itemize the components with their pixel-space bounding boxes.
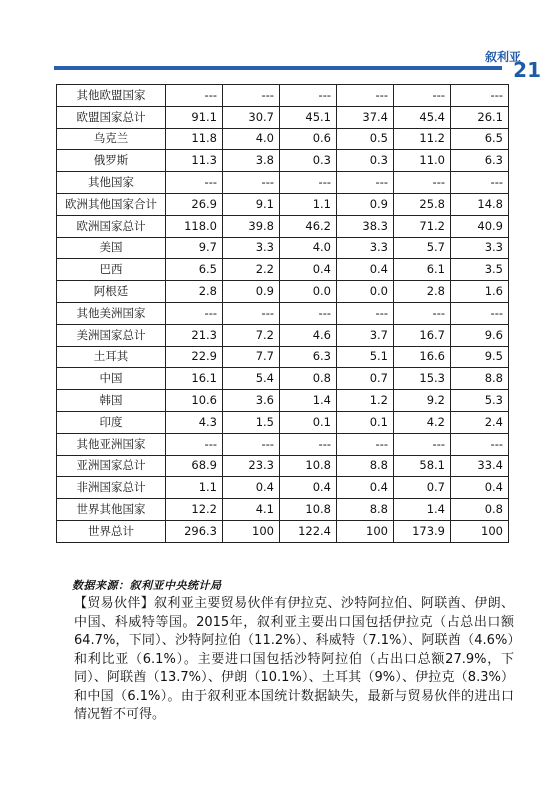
table-cell-value: --- xyxy=(451,172,509,194)
table-cell-value: 0.0 xyxy=(280,281,337,303)
table-cell-region: 阿根廷 xyxy=(57,281,166,303)
table-row xyxy=(57,477,509,499)
table-cell-value: 25.8 xyxy=(394,193,451,215)
table-cell-value: 0.1 xyxy=(280,411,337,433)
table-cell-region: 世界其他国家 xyxy=(57,499,166,521)
table-row xyxy=(57,259,509,281)
table-cell-value: 3.3 xyxy=(337,237,394,259)
table-cell-value: --- xyxy=(280,172,337,194)
table-cell-value: --- xyxy=(394,433,451,455)
table-cell-value: 9.2 xyxy=(394,390,451,412)
table-cell-value: 8.8 xyxy=(337,499,394,521)
table-cell-value: 10.8 xyxy=(280,455,337,477)
table-row xyxy=(57,106,509,128)
table-row xyxy=(57,324,509,346)
table-cell-value: 0.4 xyxy=(337,259,394,281)
table-cell-value: 46.2 xyxy=(280,215,337,237)
table-cell-value: 22.9 xyxy=(166,346,223,368)
table-row xyxy=(57,499,509,521)
table-cell-value: 23.3 xyxy=(223,455,280,477)
table-cell-value: 1.4 xyxy=(394,499,451,521)
table-cell-region: 印度 xyxy=(57,411,166,433)
table-cell-value: --- xyxy=(166,85,223,107)
table-cell-value: 6.5 xyxy=(451,128,509,150)
table-cell-value: 2.2 xyxy=(223,259,280,281)
table-cell-value: 26.9 xyxy=(166,193,223,215)
table-cell-value: 3.7 xyxy=(337,324,394,346)
table-row xyxy=(57,172,509,194)
table-cell-value: 68.9 xyxy=(166,455,223,477)
header-country-label: 叙利亚 xyxy=(484,50,521,64)
table-cell-value: 0.9 xyxy=(223,281,280,303)
table-cell-value: 0.4 xyxy=(223,477,280,499)
table-cell-value: 1.4 xyxy=(280,390,337,412)
table-row xyxy=(57,85,509,107)
table-cell-value: --- xyxy=(280,433,337,455)
table-cell-value: 1.6 xyxy=(451,281,509,303)
table-cell-region: 欧洲其他国家合计 xyxy=(57,193,166,215)
table-cell-value: 15.3 xyxy=(394,368,451,390)
table-cell-value: 3.8 xyxy=(223,150,280,172)
table-cell-region: 欧洲国家总计 xyxy=(57,215,166,237)
table-cell-region: 其他国家 xyxy=(57,172,166,194)
table-row xyxy=(57,346,509,368)
table-cell-value: 4.0 xyxy=(223,128,280,150)
table-cell-region: 其他美洲国家 xyxy=(57,302,166,324)
table-cell-value: 0.3 xyxy=(280,150,337,172)
table-cell-value: 9.6 xyxy=(451,324,509,346)
table-cell-value: 45.1 xyxy=(280,106,337,128)
table-row xyxy=(57,411,509,433)
table-cell-value: 45.4 xyxy=(394,106,451,128)
table-cell-value: 37.4 xyxy=(337,106,394,128)
table-cell-value: 11.2 xyxy=(394,128,451,150)
table-row xyxy=(57,368,509,390)
trade-partners-paragraph: 【贸易伙伴】叙利亚主要贸易伙伴有伊拉克、沙特阿拉伯、阿联酋、伊朗、中国、科威特等国。2015年，叙利亚主要出口国包括伊拉克（占总出口额64.7%，下同）、沙特阿拉伯（11.2%）、科威特（7.1%）、阿联酋（4.6%）和利比亚（6.1%）。主要进口国包括沙特阿拉伯（占出口总额27.9%，下同）、阿联酋（13.7%）、伊朗（10.1%）、土耳其（9%）、伊拉克（8.3%）和中国（6.1%）。由于叙利亚本国统计数据缺失，最新与贸易伙伴的进出口情况暂不可得。 xyxy=(74,596,514,722)
table-cell-region: 乌克兰 xyxy=(57,128,166,150)
table-cell-value: 9.7 xyxy=(166,237,223,259)
table-cell-value: 39.8 xyxy=(223,215,280,237)
table-cell-value: 21.3 xyxy=(166,324,223,346)
table-cell-value: 0.0 xyxy=(337,281,394,303)
table-cell-value: 6.5 xyxy=(166,259,223,281)
table-cell-value: 10.8 xyxy=(280,499,337,521)
table-cell-value: 11.8 xyxy=(166,128,223,150)
table-cell-value: --- xyxy=(394,302,451,324)
table-cell-region: 巴西 xyxy=(57,259,166,281)
table-cell-value: 0.5 xyxy=(337,128,394,150)
table-cell-value: 9.1 xyxy=(223,193,280,215)
table-cell-region: 美洲国家总计 xyxy=(57,324,166,346)
table-cell-value: 4.1 xyxy=(223,499,280,521)
table-cell-region: 俄罗斯 xyxy=(57,150,166,172)
table-cell-region: 亚洲国家总计 xyxy=(57,455,166,477)
table-cell-value: --- xyxy=(451,302,509,324)
table-cell-value: 71.2 xyxy=(394,215,451,237)
table-cell-value: 0.4 xyxy=(280,477,337,499)
table-cell-value: --- xyxy=(280,302,337,324)
table-cell-value: 296.3 xyxy=(166,520,223,542)
table-row xyxy=(57,390,509,412)
table-cell-value: 100 xyxy=(451,520,509,542)
table-row xyxy=(57,237,509,259)
table-cell-value: 14.8 xyxy=(451,193,509,215)
table-row xyxy=(57,128,509,150)
table-cell-value: 40.9 xyxy=(451,215,509,237)
table-cell-value: 6.1 xyxy=(394,259,451,281)
table-cell-value: 122.4 xyxy=(280,520,337,542)
source-note: 数据来源：叙利亚中央统计局 xyxy=(72,579,222,592)
table-cell-value: 0.6 xyxy=(280,128,337,150)
table-row xyxy=(57,281,509,303)
table-cell-value: --- xyxy=(394,172,451,194)
table-row xyxy=(57,215,509,237)
table-cell-value: 7.7 xyxy=(223,346,280,368)
table-cell-value: 16.1 xyxy=(166,368,223,390)
table-cell-value: --- xyxy=(223,172,280,194)
table-cell-value: 0.1 xyxy=(337,411,394,433)
table-row xyxy=(57,455,509,477)
table-cell-value: 100 xyxy=(337,520,394,542)
table-cell-value: --- xyxy=(223,302,280,324)
table-cell-value: 0.8 xyxy=(451,499,509,521)
table-cell-value: 0.7 xyxy=(337,368,394,390)
table-cell-value: 2.4 xyxy=(451,411,509,433)
table-cell-value: --- xyxy=(337,302,394,324)
table-cell-region: 韩国 xyxy=(57,390,166,412)
table-cell-value: 5.7 xyxy=(394,237,451,259)
table-cell-value: 118.0 xyxy=(166,215,223,237)
table-cell-value: 16.6 xyxy=(394,346,451,368)
table-cell-value: 0.8 xyxy=(280,368,337,390)
table-cell-value: --- xyxy=(451,85,509,107)
table-cell-value: 3.3 xyxy=(451,237,509,259)
header-divider xyxy=(54,66,502,70)
table-cell-value: 38.3 xyxy=(337,215,394,237)
table-cell-value: 5.1 xyxy=(337,346,394,368)
table-cell-value: 11.3 xyxy=(166,150,223,172)
table-cell-value: 10.6 xyxy=(166,390,223,412)
table-cell-value: 12.2 xyxy=(166,499,223,521)
table-cell-value: 16.7 xyxy=(394,324,451,346)
table-cell-value: 58.1 xyxy=(394,455,451,477)
table-cell-value: 5.3 xyxy=(451,390,509,412)
table-cell-value: 7.2 xyxy=(223,324,280,346)
table-cell-value: 0.4 xyxy=(451,477,509,499)
table-cell-value: --- xyxy=(451,433,509,455)
table-cell-value: 2.8 xyxy=(166,281,223,303)
table-cell-region: 世界总计 xyxy=(57,520,166,542)
table-cell-value: 3.6 xyxy=(223,390,280,412)
table-cell-value: 1.1 xyxy=(280,193,337,215)
table-cell-value: 3.3 xyxy=(223,237,280,259)
table-row xyxy=(57,193,509,215)
table-cell-value: 33.4 xyxy=(451,455,509,477)
table-cell-value: 4.6 xyxy=(280,324,337,346)
table-cell-value: 1.5 xyxy=(223,411,280,433)
table-cell-value: 100 xyxy=(223,520,280,542)
table-cell-value: 1.1 xyxy=(166,477,223,499)
table-cell-value: --- xyxy=(223,85,280,107)
table-cell-value: 9.5 xyxy=(451,346,509,368)
table-cell-value: --- xyxy=(280,85,337,107)
table-cell-value: --- xyxy=(337,433,394,455)
table-cell-value: 5.4 xyxy=(223,368,280,390)
table-cell-value: 91.1 xyxy=(166,106,223,128)
table-cell-value: 173.9 xyxy=(394,520,451,542)
table-cell-region: 中国 xyxy=(57,368,166,390)
table-cell-value: 4.0 xyxy=(280,237,337,259)
table-cell-value: 4.3 xyxy=(166,411,223,433)
table-cell-value: 26.1 xyxy=(451,106,509,128)
table-row xyxy=(57,520,509,542)
table-cell-region: 非洲国家总计 xyxy=(57,477,166,499)
table-cell-value: 0.9 xyxy=(337,193,394,215)
table-cell-value: 0.7 xyxy=(394,477,451,499)
table-cell-value: --- xyxy=(223,433,280,455)
table-cell-region: 其他亚洲国家 xyxy=(57,433,166,455)
table-row xyxy=(57,302,509,324)
table-cell-value: 4.2 xyxy=(394,411,451,433)
table-cell-value: --- xyxy=(394,85,451,107)
table-cell-value: 30.7 xyxy=(223,106,280,128)
table-row xyxy=(57,433,509,455)
table-cell-region: 土耳其 xyxy=(57,346,166,368)
trade-table xyxy=(56,84,509,543)
table-cell-value: 6.3 xyxy=(451,150,509,172)
table-cell-value: --- xyxy=(166,433,223,455)
table-cell-value: 2.8 xyxy=(394,281,451,303)
table-cell-value: --- xyxy=(337,172,394,194)
table-cell-value: --- xyxy=(166,172,223,194)
table-row xyxy=(57,150,509,172)
table-cell-value: 11.0 xyxy=(394,150,451,172)
table-cell-value: --- xyxy=(337,85,394,107)
page-number: 21 xyxy=(513,58,541,82)
table-cell-value: 3.5 xyxy=(451,259,509,281)
table-cell-value: 8.8 xyxy=(337,455,394,477)
table-cell-value: 0.4 xyxy=(280,259,337,281)
table-cell-value: 6.3 xyxy=(280,346,337,368)
table-cell-value: --- xyxy=(166,302,223,324)
table-cell-region: 美国 xyxy=(57,237,166,259)
table-cell-value: 8.8 xyxy=(451,368,509,390)
table-cell-region: 其他欧盟国家 xyxy=(57,85,166,107)
table-cell-value: 0.3 xyxy=(337,150,394,172)
table-cell-value: 0.4 xyxy=(337,477,394,499)
table-cell-region: 欧盟国家总计 xyxy=(57,106,166,128)
table-cell-value: 1.2 xyxy=(337,390,394,412)
trade-table-body xyxy=(57,85,509,543)
